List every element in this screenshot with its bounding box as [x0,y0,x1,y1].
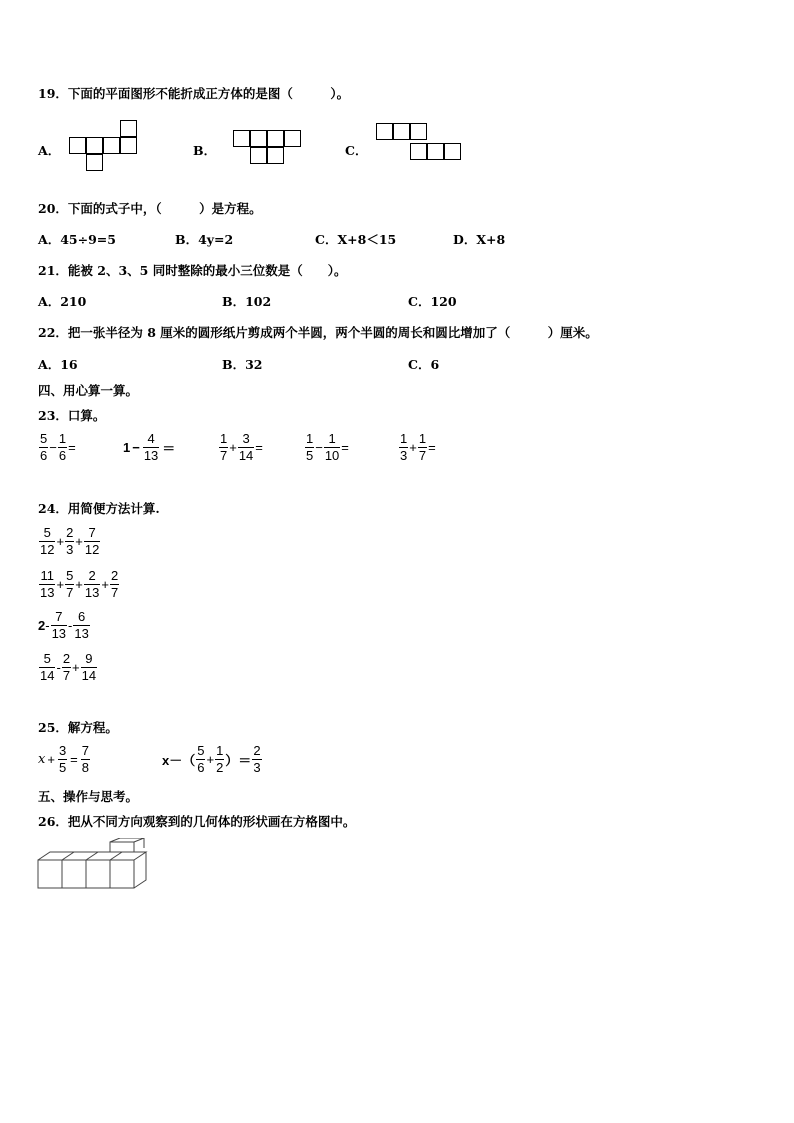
q26-cube-figure [36,838,166,894]
q19-option-b: B． [193,143,217,158]
q19-net-a [69,117,141,181]
q23-text: 23．口算。 [38,408,106,423]
q20-option-d: D．X+8 [453,232,506,247]
q23-item-4: $\frac{1}{5}$ − $\frac{1}{10}$ = [306,431,349,463]
q21-option-b: B．102 [222,294,272,309]
q20-option-c: C．X+8＜15 [315,232,397,247]
q22-option-a: A．16 [38,357,78,372]
q24-row-4: $\frac{5}{14}$ - $\frac{2}{7}$ + $\frac{9}{14}$ [40,651,97,683]
q23-item-5: $\frac{1}{3}$ + $\frac{1}{7}$ = [400,431,436,463]
q24-text: 24．用简便方法计算. [38,501,160,516]
q22-option-b: B．32 [222,357,263,372]
q25-text: 25．解方程。 [38,720,118,735]
q20-text: 20．下面的式子中，（ ）是方程。 [38,201,262,216]
section-5-heading: 五、操作与思考。 [38,789,139,804]
q23-item-2: 1 − $\frac{4}{13}$ ＝ [123,431,176,463]
q20-option-a: A．45÷9=5 [38,232,116,247]
q19-net-b [233,130,305,178]
q25-equation-2: x－（ $\frac{5}{6}$ + $\frac{1}{2}$ ）＝ $\frac{2}{3}$ [162,743,261,775]
q21-option-c: C．120 [408,294,457,309]
q20-option-b: B．4y=2 [175,232,234,247]
q21-option-a: A．210 [38,294,87,309]
q23-item-1: $\frac{5}{6}$ − $\frac{1}{6}$ = [40,431,76,463]
q22-option-c: C．6 [408,357,440,372]
q19-option-c: C． [345,143,368,158]
q26-text: 26．把从不同方向观察到的几何体的形状画在方格图中。 [38,814,356,829]
q19-net-c [376,123,466,167]
q23-item-3: $\frac{1}{7}$ + $\frac{3}{14}$ = [220,431,263,463]
section-4-heading: 四、用心算一算。 [38,383,139,398]
q24-row-2: $\frac{11}{13}$ + $\frac{5}{7}$ + $\frac{2}{13}$ + $\frac{2}{7}$ [40,568,119,600]
q21-text: 21．能被 2、3、5 同时整除的最小三位数是（ ）。 [38,263,347,278]
q19-text: 19．下面的平面图形不能折成正方体的是图（ ）。 [38,86,350,101]
q24-row-1: $\frac{5}{12}$ + $\frac{2}{3}$ + $\frac{7}{12}$ [40,525,100,557]
q22-text: 22．把一张半径为 8 厘米的圆形纸片剪成两个半圆，两个半圆的周长和圆比增加了（ ）厘米。 [38,325,598,340]
q19-option-a: A． [38,143,61,158]
q24-row-3: 2 - $\frac{7}{13}$ - $\frac{6}{13}$ [38,609,89,641]
q25-equation-1: x + $\frac{3}{5}$ = $\frac{7}{8}$ [38,743,89,775]
